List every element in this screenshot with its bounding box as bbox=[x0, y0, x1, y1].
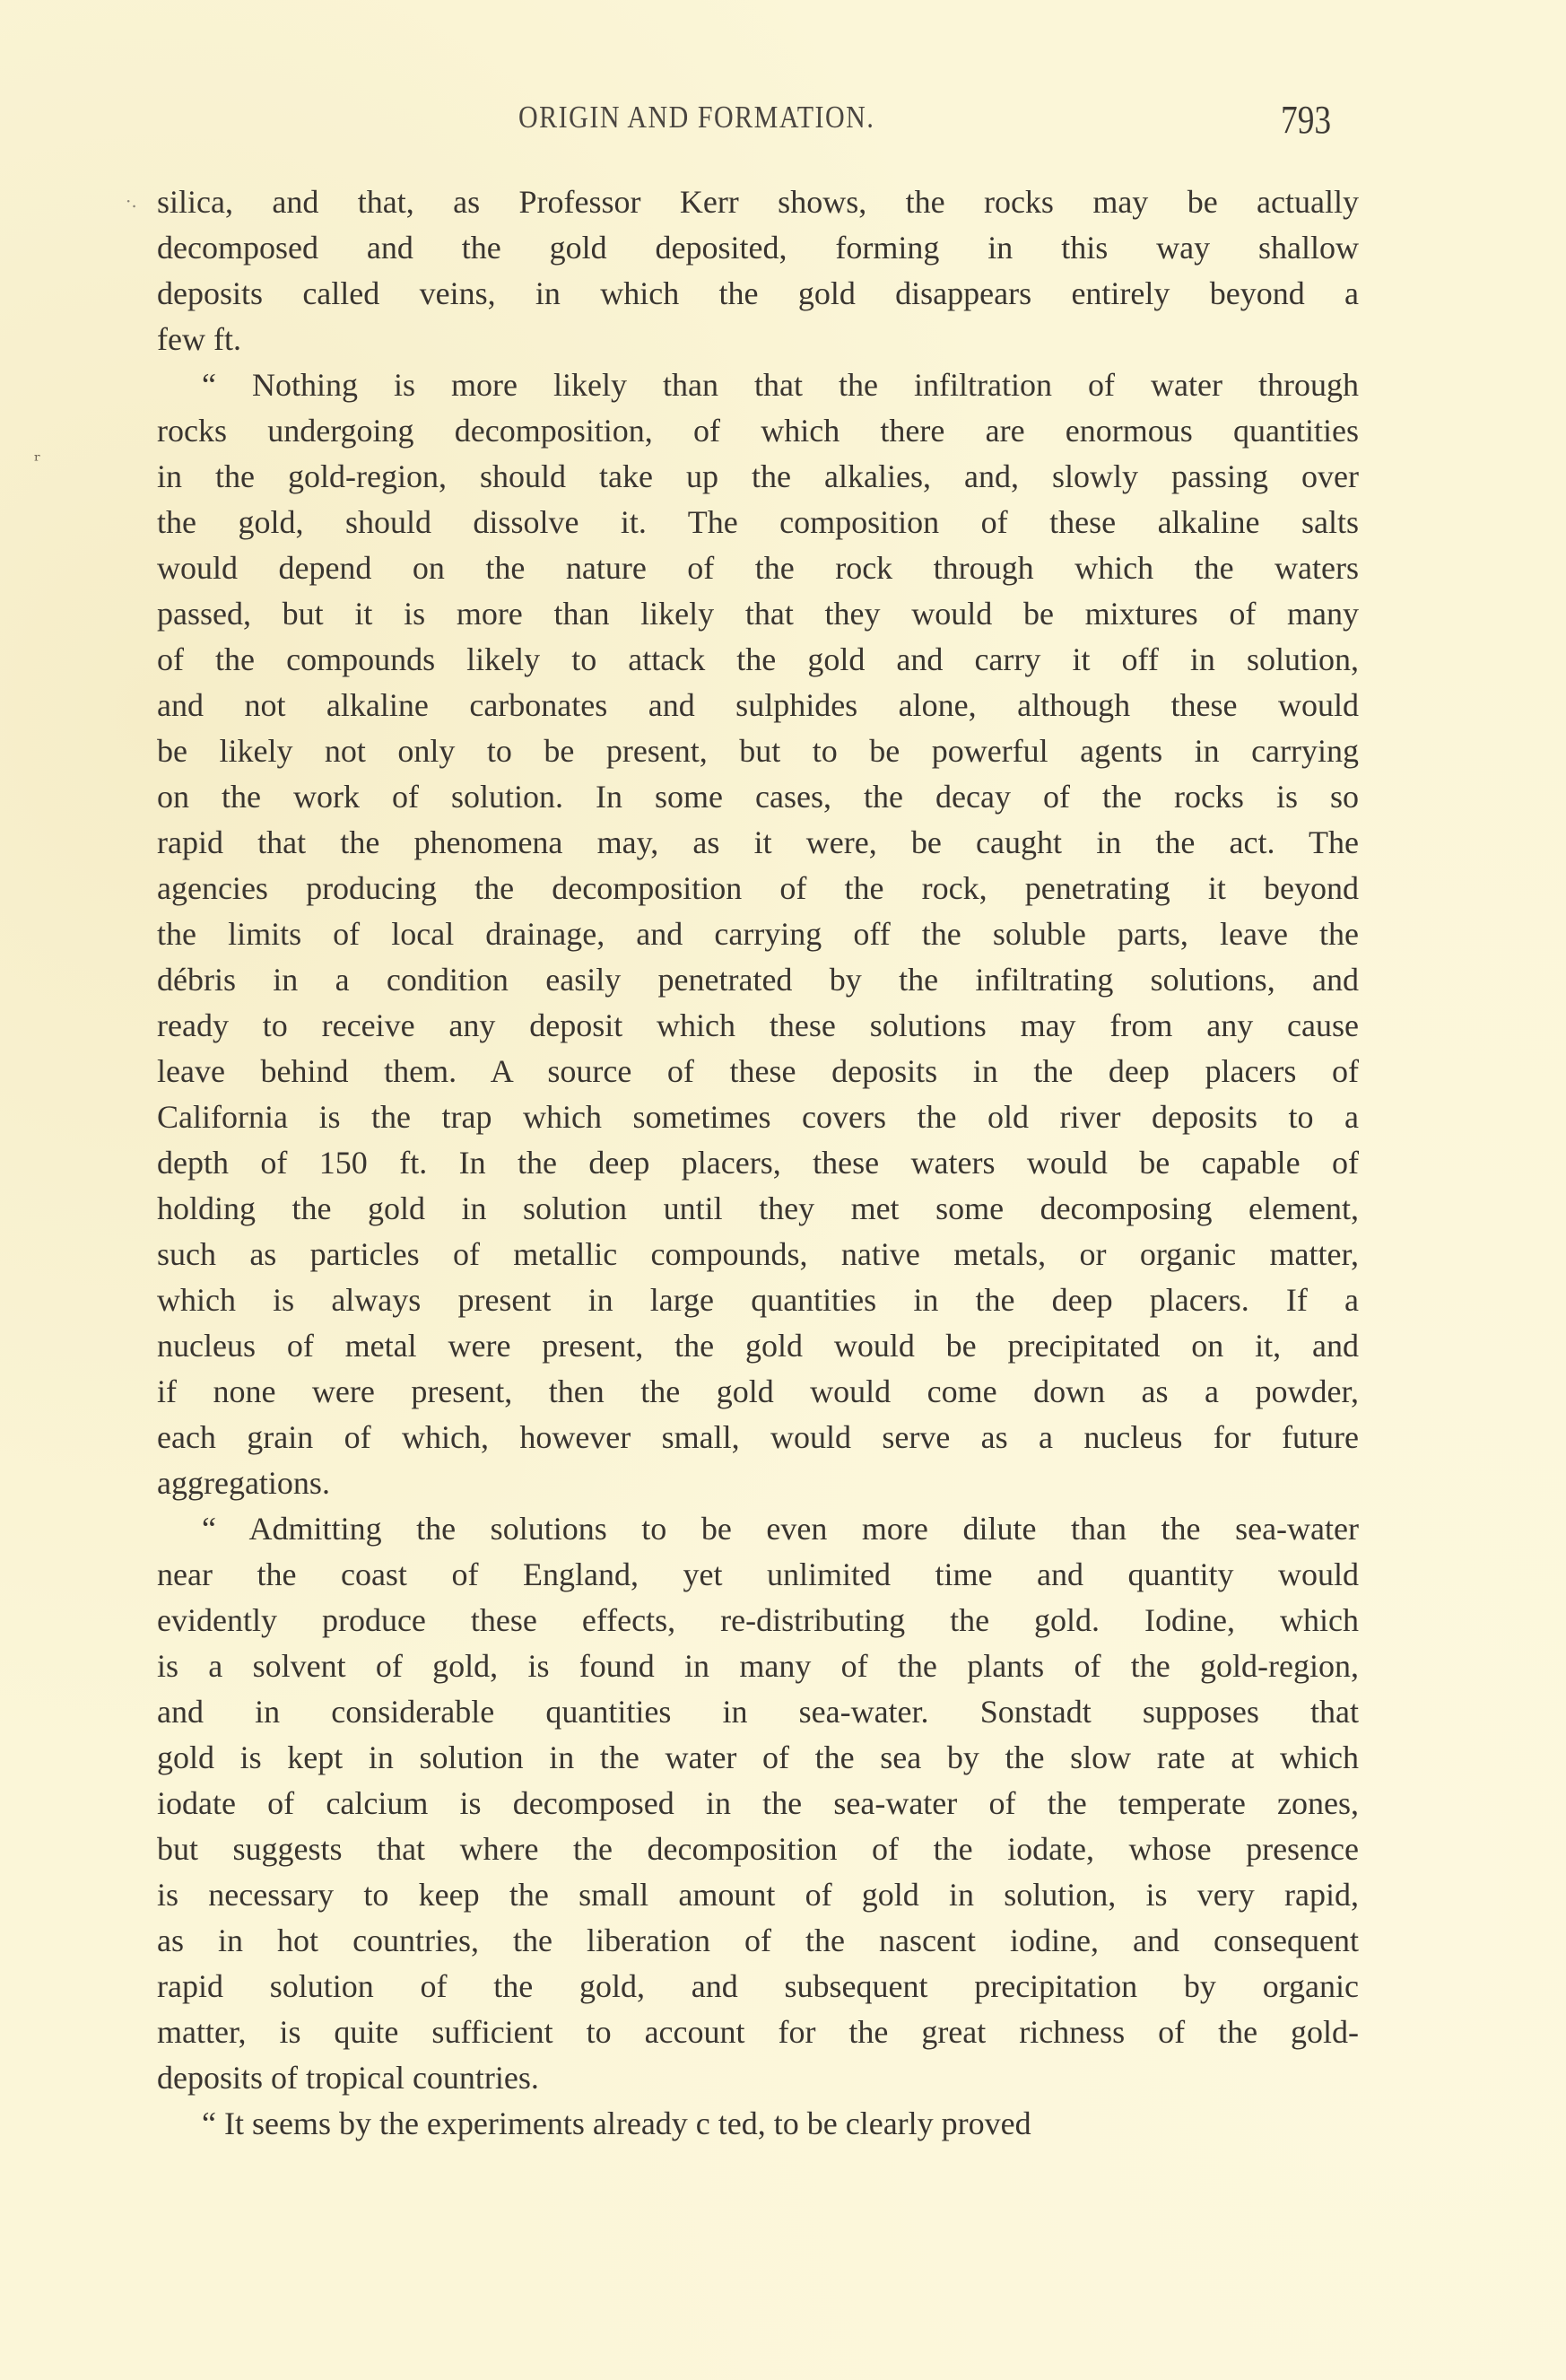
text-line: as in hot countries, the liberation of the nascent iodine, and consequent bbox=[157, 1922, 1359, 1958]
text-line: the gold, should dissolve it. The composition of these alkaline salts bbox=[157, 504, 1359, 540]
text-line: is necessary to keep the small amount of gold in solution, is very rapid, bbox=[157, 1877, 1359, 1913]
text-line: is a solvent of gold, is found in many of the plants of the gold-region, bbox=[157, 1648, 1359, 1684]
text-line: “ It seems by the experiments already c ted, to be clearly proved bbox=[202, 2105, 1031, 2141]
text-line: the limits of local drainage, and carrying off the soluble parts, leave the bbox=[157, 916, 1359, 952]
paper-speck: ʳ bbox=[34, 450, 41, 473]
text-line: each grain of which, however small, would serve as a nucleus for future bbox=[157, 1419, 1359, 1455]
text-line: silica, and that, as Professor Kerr shows, the rocks may be actually bbox=[157, 184, 1359, 220]
margin-mark: ·. bbox=[126, 190, 137, 212]
text-line: leave behind them. A source of these deposits in the deep placers of bbox=[157, 1053, 1359, 1089]
text-line: matter, is quite sufficient to account for the great richness of the gold- bbox=[157, 2014, 1359, 2050]
text-line: deposits of tropical countries. bbox=[157, 2060, 539, 2096]
paragraph bbox=[157, 2101, 1359, 2147]
text-line: passed, but it is more than likely that they would be mixtures of many bbox=[157, 596, 1359, 632]
text-line: rocks undergoing decomposition, of which there are enormous quantities bbox=[157, 413, 1359, 449]
text-line: ready to receive any deposit which these solutions may from any cause bbox=[157, 1007, 1359, 1043]
text-line: “ Admitting the solutions to be even more dilute than the sea-water bbox=[202, 1511, 1359, 1547]
text-line: gold is kept in solution in the water of the sea by the slow rate at which bbox=[157, 1739, 1359, 1775]
text-line: evidently produce these effects, re-distributing the gold. Iodine, which bbox=[157, 1602, 1359, 1638]
text-line: would depend on the nature of the rock through which the waters bbox=[157, 550, 1359, 586]
text-line: agencies producing the decomposition of the rock, penetrating it beyond bbox=[157, 870, 1359, 906]
text-line: depth of 150 ft. In the deep placers, these waters would be capable of bbox=[157, 1145, 1359, 1181]
text-line: California is the trap which sometimes covers the old river deposits to a bbox=[157, 1099, 1359, 1135]
text-line: nucleus of metal were present, the gold would be precipitated on it, and bbox=[157, 1328, 1359, 1364]
text-line: in the gold-region, should take up the alkalies, and, slowly passing over bbox=[157, 458, 1359, 494]
text-line: such as particles of metallic compounds, native metals, or organic matter, bbox=[157, 1236, 1359, 1272]
paragraph bbox=[157, 179, 1359, 362]
text-line: near the coast of England, yet unlimited time and quantity would bbox=[157, 1556, 1359, 1592]
running-head bbox=[0, 97, 1566, 151]
text-line: “ Nothing is more likely than that the infiltration of water through bbox=[202, 367, 1359, 403]
text-line: if none were present, then the gold would come down as a powder, bbox=[157, 1373, 1359, 1409]
paragraph bbox=[157, 1506, 1359, 2101]
page-number: 793 bbox=[1281, 98, 1332, 142]
text-line: on the work of solution. In some cases, the decay of the rocks is so bbox=[157, 779, 1359, 815]
text-line: rapid that the phenomena may, as it were, be caught in the act. The bbox=[157, 824, 1359, 860]
text-line: aggregations. bbox=[157, 1465, 330, 1501]
text-line: holding the gold in solution until they met some decomposing element, bbox=[157, 1190, 1359, 1226]
text-line: be likely not only to be present, but to be powerful agents in carrying bbox=[157, 733, 1359, 769]
text-line: decomposed and the gold deposited, forming in this way shallow bbox=[157, 230, 1359, 266]
text-line: which is always present in large quantities in the deep placers. If a bbox=[157, 1282, 1359, 1318]
text-line: rapid solution of the gold, and subsequent precipitation by organic bbox=[157, 1968, 1359, 2004]
text-line: but suggests that where the decomposition of the iodate, whose presence bbox=[157, 1831, 1359, 1867]
text-line: few ft. bbox=[157, 321, 241, 357]
text-line: and in considerable quantities in sea-water. Sonstadt supposes that bbox=[157, 1694, 1359, 1730]
text-line: of the compounds likely to attack the gold and carry it off in solution, bbox=[157, 641, 1359, 677]
paragraph bbox=[157, 362, 1359, 1506]
running-head-title: ORIGIN AND FORMATION. bbox=[518, 100, 875, 135]
text-line: and not alkaline carbonates and sulphides alone, although these would bbox=[157, 687, 1359, 723]
text-line: iodate of calcium is decomposed in the sea-water of the temperate zones, bbox=[157, 1785, 1359, 1821]
body-text bbox=[157, 179, 1359, 2147]
text-line: deposits called veins, in which the gold disappears entirely beyond a bbox=[157, 275, 1359, 311]
text-line: débris in a condition easily penetrated by the infiltrating solutions, and bbox=[157, 962, 1359, 998]
